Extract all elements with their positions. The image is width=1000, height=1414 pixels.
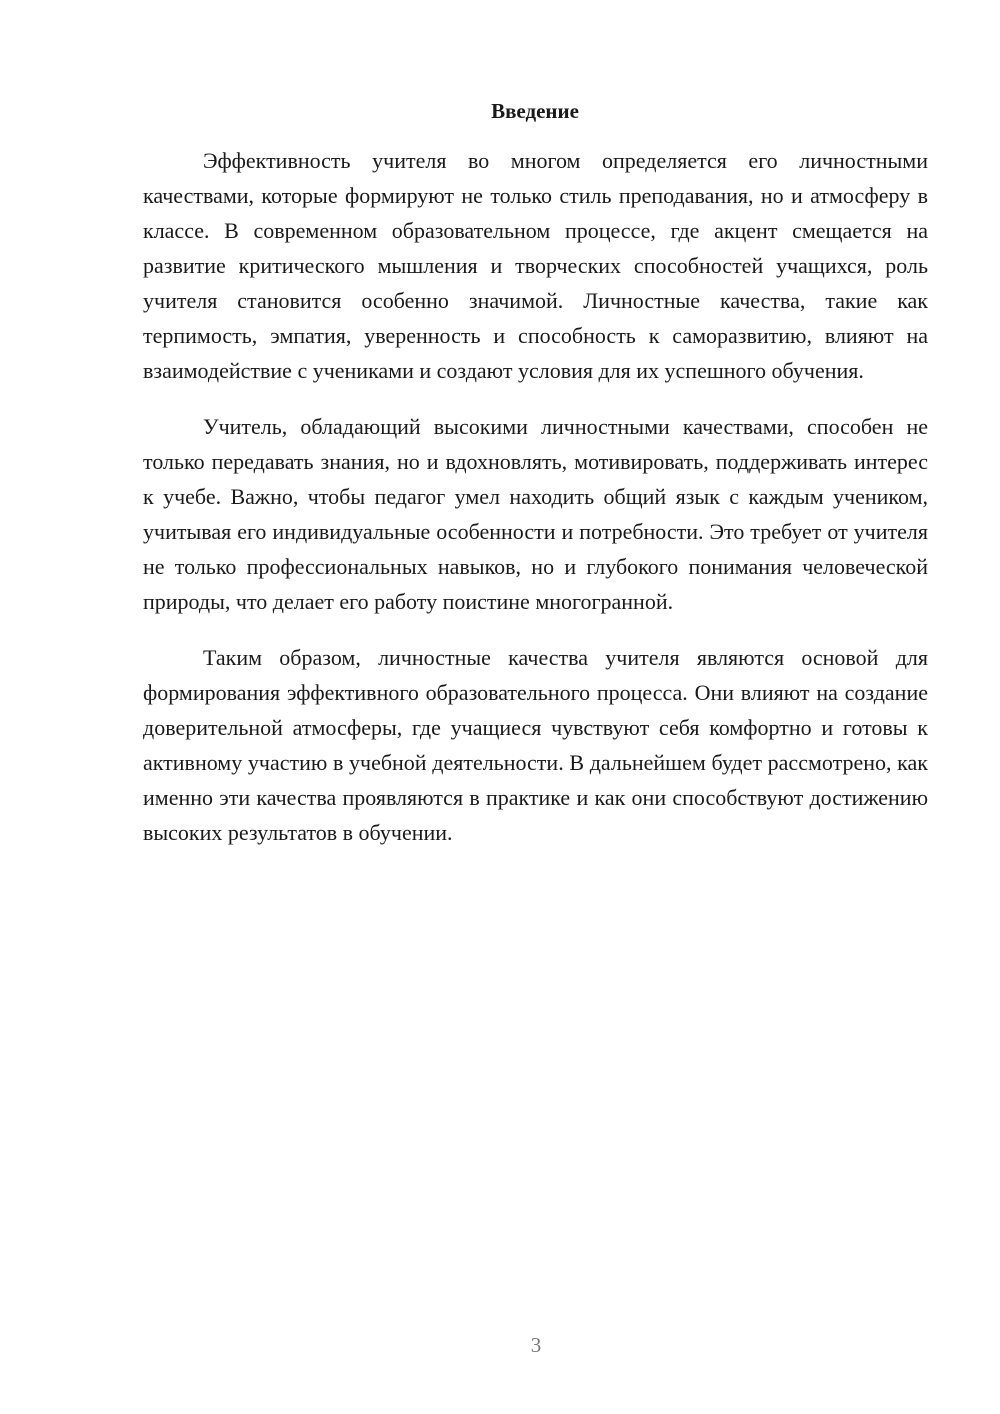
paragraph-3: Таким образом, личностные качества учителя являются основой для формирования эффективного образовательного процесса. Они влияют на создание доверительной атмосферы, где учащиеся чувствуют себя комфортно и готовы к активному участию в учебной деятельности. В дальнейшем будет рассмотрено, как именно эти качества проявляются в практике и как они способствуют достижению высоких результатов в обучении. bbox=[143, 645, 928, 845]
paragraph-1: Эффективность учителя во многом определяется его личностными качествами, которые формируют не только стиль преподавания, но и атмосферу в классе. В современном образовательном процессе, где акцент смещается на развитие критического мышления и творческих способностей учащихся, роль учителя становится особенно значимой. Личностные качества, такие как терпимость, эмпатия, уверенность и способность к саморазвитию, влияют на взаимодействие с учениками и создают условия для их успешного обучения. bbox=[143, 148, 928, 383]
paragraph-2: Учитель, обладающий высокими личностными качествами, способен не только передавать знания, но и вдохновлять, мотивировать, поддерживать интерес к учебе. Важно, чтобы педагог умел находить общий язык с каждым учеником, учитывая его индивидуальные особенности и потребности. Это требует от учителя не только профессиональных навыков, но и глубокого понимания человеческой природы, что делает его работу поистине многогранной. bbox=[143, 414, 928, 614]
page-number: 3 bbox=[530, 1333, 542, 1357]
body-text bbox=[143, 143, 928, 871]
section-title: Введение bbox=[491, 99, 579, 123]
